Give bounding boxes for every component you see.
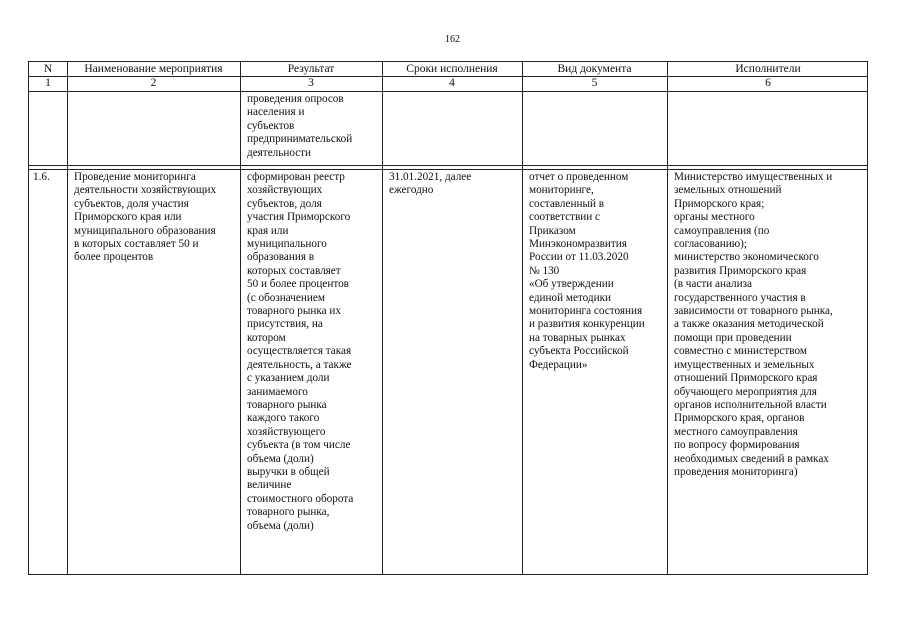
table-cell-executors: Министерство имущественных и земельных отношений Приморского края; органы местного самоуправления (по согласованию); министерство экономического развития Приморского края (в части анализа государственного участия в зависимости от товарного рынка, а также оказания методической помощи при проведении совместно с министерством имущественных и земельных отношений Приморского края обучающего мероприятия для органов исполнительной власти Приморского края, органов местного самоуправления по вопросу формирования необходимых сведений в рамках проведения мониторинга) — [674, 171, 833, 478]
column-divider — [522, 62, 523, 574]
page-number: 162 — [445, 34, 460, 45]
column-number: 5 — [591, 77, 598, 89]
column-header-n: N — [43, 63, 53, 75]
column-divider — [240, 62, 241, 574]
column-number: 2 — [150, 77, 157, 89]
column-header-doc-type: Вид документа — [557, 63, 632, 75]
table-cell-result: проведения опросов населения и субъектов предпринимательской деятельности — [247, 93, 353, 159]
column-number: 1 — [45, 77, 51, 89]
column-header-executors: Исполнители — [735, 63, 801, 75]
column-number: 4 — [449, 77, 455, 89]
column-header-deadline: Сроки исполнения — [406, 63, 498, 75]
table-cell-doc-type: отчет о проведенном мониторинге, составленный в соответствии с Приказом Минэкономразвития России от 11.03.2020 № 130 «Об утверждении единой методики мониторинга состояния и развития конкуренции на товарных рынках субъекта Российской Федерации» — [529, 171, 645, 371]
column-divider — [667, 62, 668, 574]
table-cell-name: Проведение мониторинга деятельности хозяйствующих субъектов, доля участия Приморского края или муниципального образования в которых составляет 50 и более процентов — [74, 171, 217, 264]
column-divider — [382, 62, 383, 574]
table-cell-deadline: 31.01.2021, далее ежегодно — [389, 171, 472, 197]
column-header-name: Наименование мероприятия — [84, 63, 223, 75]
measures-table — [28, 61, 868, 575]
table-cell-n: 1.6. — [33, 171, 50, 183]
column-number: 3 — [308, 77, 314, 89]
column-divider — [67, 62, 68, 574]
table-cell-result: сформирован реестр хозяйствующих субъектов, доля участия Приморского края или муниципального образования в которых составляет 50 и более процентов (с обозначением товарного рынка их присутствия, на котором осуществляется такая деятельность, а также с указанием доли занимаемого товарного рынка каждого такого хозяйствующего субъекта (в том числе объема (доли) выручки в общей величине стоимостного оборота товарного рынка, объема (доли) — [247, 171, 354, 532]
column-header-result: Результат — [287, 63, 335, 75]
column-number: 6 — [765, 77, 771, 89]
row-divider — [29, 165, 867, 166]
row-divider — [29, 91, 867, 92]
row-divider — [29, 169, 867, 170]
